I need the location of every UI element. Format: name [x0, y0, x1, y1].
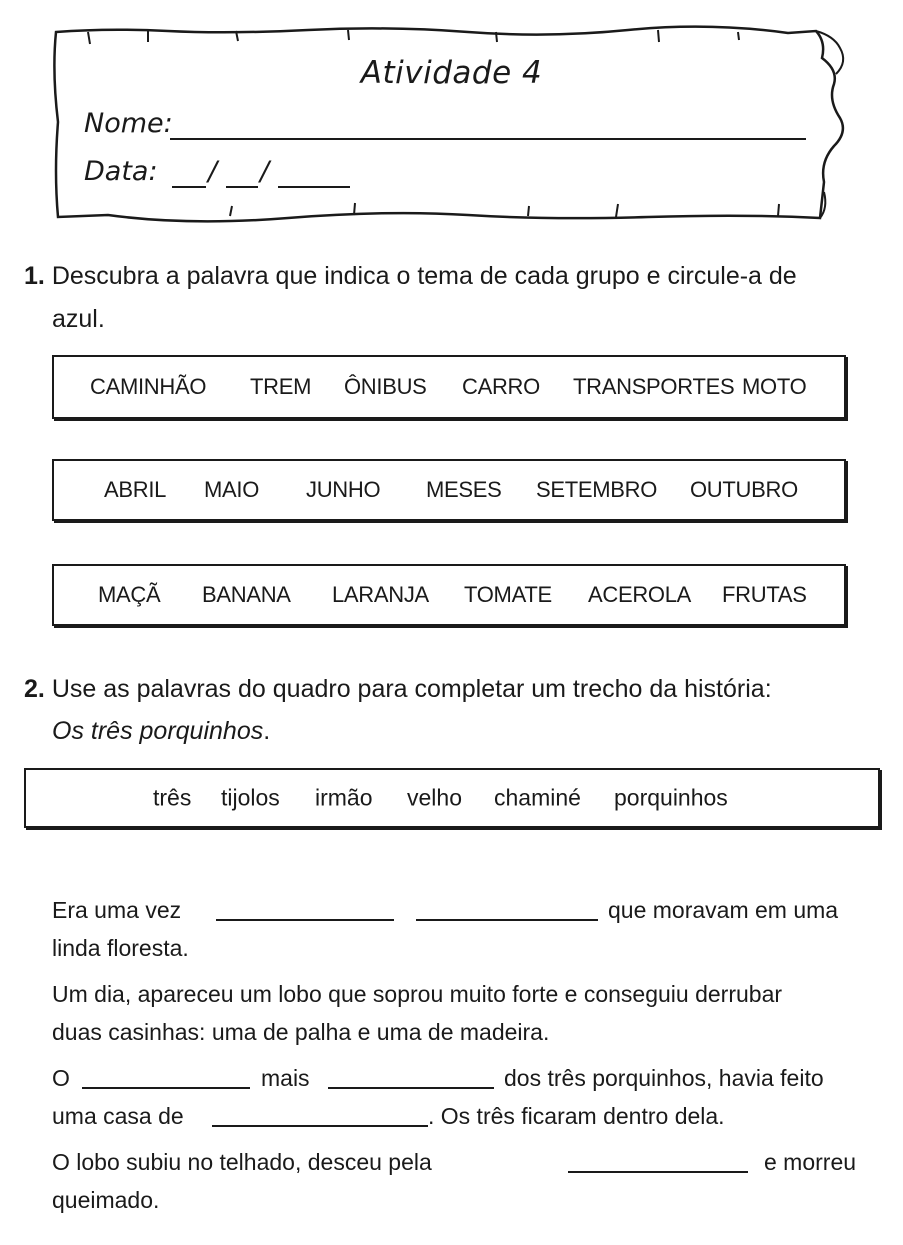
word-item[interactable]: LARANJA — [332, 582, 429, 607]
date-separator-1: / — [208, 156, 218, 187]
word-item[interactable]: ÔNIBUS — [344, 374, 427, 399]
date-label: Data: — [84, 156, 158, 187]
story-line-7a: O lobo subiu no telhado, desceu pela — [52, 1149, 432, 1175]
word-item[interactable]: ABRIL — [104, 477, 167, 502]
word-item[interactable]: JUNHO — [306, 477, 381, 502]
word-item[interactable]: TREM — [250, 374, 312, 399]
word-item[interactable]: ACEROLA — [588, 582, 692, 607]
story-title: Os três porquinhos — [52, 717, 264, 745]
story-blank-2[interactable] — [416, 919, 598, 921]
word-group-1-box — [52, 355, 846, 419]
question-1-line-1 — [24, 255, 797, 297]
date-day-field[interactable] — [172, 186, 206, 188]
word-item[interactable]: SETEMBRO — [536, 477, 658, 502]
word-item[interactable]: MOTO — [742, 374, 807, 399]
question-2-number: 2. — [24, 675, 45, 703]
question-1-line-2: azul. — [52, 305, 105, 333]
story-line-8: queimado. — [52, 1187, 160, 1213]
question-2-line-2 — [52, 710, 270, 752]
word-item[interactable]: MAIO — [204, 477, 260, 502]
word-item[interactable]: TRANSPORTES — [573, 374, 735, 399]
story-line-7b: e morreu — [764, 1149, 857, 1175]
word-bank-item[interactable]: tijolos — [221, 784, 280, 811]
question-2-line-1 — [24, 668, 772, 710]
story-blank-3[interactable] — [82, 1087, 250, 1089]
story-blank-4[interactable] — [328, 1087, 494, 1089]
story-line-3: Um dia, apareceu um lobo que soprou muito forte e conseguiu derrubar — [52, 981, 783, 1007]
story-line-2: linda floresta. — [52, 935, 189, 961]
word-item[interactable]: MESES — [426, 477, 502, 502]
question-1-number: 1. — [24, 262, 45, 290]
word-item[interactable]: OUTUBRO — [690, 477, 798, 502]
story-line-5c: dos três porquinhos, havia feito — [504, 1065, 824, 1091]
story-line-6a: uma casa de — [52, 1103, 184, 1129]
word-group-2-box — [52, 459, 846, 521]
story-blank-5[interactable] — [212, 1125, 428, 1127]
word-item[interactable]: CAMINHÃO — [90, 374, 207, 399]
word-bank-item[interactable]: irmão — [315, 784, 373, 811]
worksheet-title: Atividade 4 — [360, 55, 543, 91]
word-item[interactable]: CARRO — [462, 374, 540, 399]
word-item[interactable]: BANANA — [202, 582, 291, 607]
name-label: Nome: — [84, 108, 173, 139]
question-2-text: Use as palavras do quadro para completar um trecho da história: — [51, 675, 772, 703]
word-item[interactable]: MAÇÃ — [98, 582, 161, 607]
date-year-field[interactable] — [278, 186, 350, 188]
story-line-4: duas casinhas: uma de palha e uma de madeira. — [52, 1019, 550, 1045]
story-line-5b: mais — [261, 1065, 310, 1091]
word-bank-item[interactable]: três — [153, 784, 192, 811]
story-line-1b: que moravam em uma — [608, 897, 839, 923]
date-separator-2: / — [260, 156, 270, 187]
story-line-1a: Era uma vez — [52, 897, 182, 923]
word-bank-item[interactable]: porquinhos — [614, 784, 728, 811]
story-blank-1[interactable] — [216, 919, 394, 921]
date-month-field[interactable] — [226, 186, 258, 188]
name-field[interactable] — [170, 138, 806, 140]
word-item[interactable]: FRUTAS — [722, 582, 807, 607]
story-line-6b: . Os três ficaram dentro dela. — [428, 1103, 725, 1129]
story-line-5a: O — [52, 1065, 70, 1091]
story-blank-6[interactable] — [568, 1171, 748, 1173]
word-group-3-box — [52, 564, 846, 626]
word-bank-item[interactable]: chaminé — [494, 784, 581, 811]
question-2-period: . — [263, 717, 271, 745]
question-1-text: Descubra a palavra que indica o tema de cada grupo e circule-a de — [51, 262, 797, 290]
word-item[interactable]: TOMATE — [464, 582, 552, 607]
word-bank-item[interactable]: velho — [407, 784, 462, 811]
word-bank-box — [24, 768, 880, 828]
